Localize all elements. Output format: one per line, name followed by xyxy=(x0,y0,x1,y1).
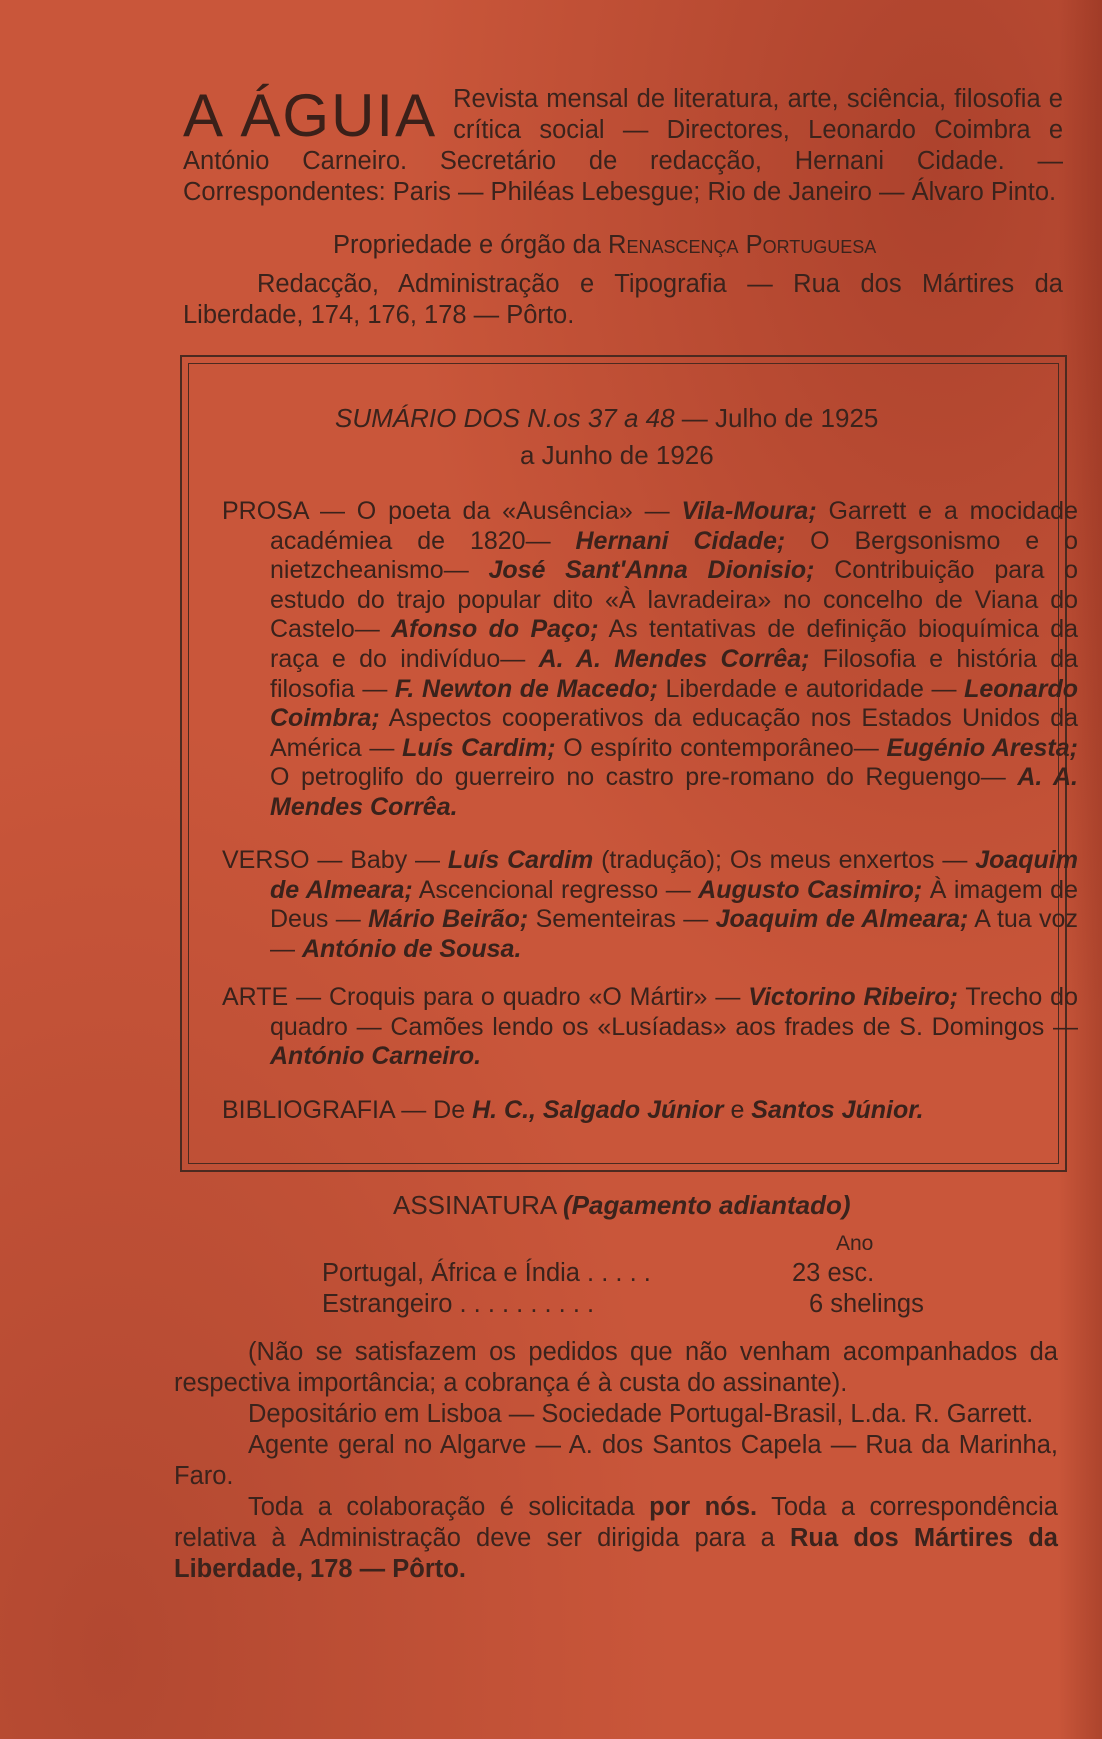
author-name: António de Sousa. xyxy=(301,934,522,963)
section-arte xyxy=(222,983,1078,1072)
author-name: Mário Beirão; xyxy=(368,905,529,934)
price-region: Portugal, África e Índia . . . . . xyxy=(322,1259,651,1287)
work-title: PROSA — O poeta da «Ausência» — xyxy=(222,497,682,525)
subscription-heading xyxy=(393,1189,851,1221)
work-title: BIBLIOGRAFIA — De xyxy=(222,1096,473,1124)
price-value: 6 shelings xyxy=(809,1290,924,1318)
note-correspondence xyxy=(174,1492,1058,1585)
author-name: Joaquim de Almeara; xyxy=(715,905,969,934)
note-collab-emphasis: por nós. xyxy=(649,1493,758,1521)
price-value: 23 esc. xyxy=(792,1259,875,1287)
subscription-title: ASSINATURA xyxy=(393,1190,564,1220)
section-verso xyxy=(222,846,1078,964)
work-title: VERSO — Baby — xyxy=(222,846,448,874)
work-title: e xyxy=(723,1096,752,1124)
property-line xyxy=(333,229,876,261)
author-name: Augusto Casimiro; xyxy=(698,875,923,904)
magazine-logo: A ÁGUIA xyxy=(183,82,438,149)
work-title: (tradução); Os meus enxertos — xyxy=(593,846,976,874)
work-title: O petroglifo do guerreiro no castro pre-romano do Reguengo— xyxy=(270,763,1018,792)
masthead xyxy=(183,84,1063,208)
author-name: Eugénio Aresta; xyxy=(886,733,1078,762)
summary-title xyxy=(335,401,878,435)
note-payment: (Não se satisfazem os pedidos que não venham acompanhados da respectiva importância; a cobrança é à custa do assinante). xyxy=(174,1338,1058,1397)
work-title: O Bergsonismo e o nietzcheanismo— xyxy=(270,526,1079,585)
note-depositary: Depositário em Lisboa — Sociedade Portugal-Brasil, L.da. R. Garrett. xyxy=(248,1400,1034,1428)
author-name: A. A. Mendes Corrêa; xyxy=(538,644,810,673)
author-name: A. A. Mendes Corrêa. xyxy=(270,763,1078,821)
summary-title-date: — Julho de 1925 xyxy=(674,403,879,433)
summary-subtitle: a Junho de 1926 xyxy=(520,440,714,470)
price-region: Estrangeiro . . . . . . . . . . xyxy=(322,1290,595,1318)
property-name: Renascença Portuguesa xyxy=(608,231,877,259)
section-bibliografia xyxy=(222,1096,1078,1126)
author-name: Vila-Moura; xyxy=(681,497,817,525)
work-title: O espírito contemporâneo— xyxy=(555,733,887,762)
work-title: Aspectos cooperativos da educação nos Estados Unidos da América — xyxy=(270,704,1078,762)
author-name: Joaquim de Almeara; xyxy=(270,846,1078,904)
author-name: Santos Júnior. xyxy=(751,1096,924,1124)
work-title: Trecho do quadro — Camões lendo os «Lusíadas» aos frades de S. Domingos — xyxy=(270,983,1078,1041)
note-collab: Toda a colaboração é solicitada xyxy=(248,1493,650,1521)
author-name: Hernani Cidade; xyxy=(575,526,786,555)
work-title: A tua voz— xyxy=(270,905,1078,963)
author-name: Victorino Ribeiro; xyxy=(748,983,958,1011)
author-name: H. C., Salgado Júnior xyxy=(472,1096,724,1124)
subscription-note: (Pagamento adiantado) xyxy=(563,1190,851,1220)
address-line: Redacção, Administração e Tipografia — Rua dos Mártires da Liberdade, 174, 176, 178 — Pôrto. xyxy=(183,270,1063,329)
work-title: Contribuição para o estudo do trajo popular dito «À lavradeira» no concelho de Viana do Castelo— xyxy=(270,556,1079,644)
note-admin: Toda a correspondência relativa à Administração deve ser dirigida para a xyxy=(174,1493,1058,1552)
work-title: Liberdade e autoridade — xyxy=(657,674,965,703)
work-title: Ascencional regresso — xyxy=(412,875,699,904)
author-name: F. Newton de Macedo; xyxy=(394,674,658,703)
subscription-period: Ano xyxy=(836,1232,874,1255)
author-name: Afonso do Paço; xyxy=(391,615,599,644)
work-title: As tentativas de definição bioquímica da raça e do indivíduo— xyxy=(270,615,1079,673)
author-name: António Carneiro. xyxy=(270,1042,482,1071)
work-title: Filosofia e história da filosofia — xyxy=(270,644,1079,703)
work-title: Sementeiras — xyxy=(528,905,716,934)
author-name: Luís Cardim; xyxy=(402,733,556,762)
note-agent: Agente geral no Algarve — A. dos Santos Capela — Rua da Marinha, Faro. xyxy=(174,1431,1058,1490)
note-address-emphasis: Rua dos Mártires da Liberdade, 178 — Pôrto. xyxy=(174,1524,1058,1583)
author-name: Luís Cardim xyxy=(447,846,594,874)
work-title: ARTE — Croquis para o quadro «O Mártir» — xyxy=(222,983,749,1011)
work-title: Garrett e a mocidade académiea de 1820— xyxy=(270,497,1078,555)
author-name: José Sant'Anna Dionisio; xyxy=(488,556,815,585)
masthead-intro: Revista mensal de literatura, arte, sciência, filosofia e crítica social — Directores, Leonardo Coimbra e António Carneiro. Secretário de redacção, Hernani Cidade. — Correspondentes: Paris — Philéas Lebesgue; Rio de Janeiro — Álvaro Pinto. xyxy=(183,85,1063,206)
summary-title-numbers: SUMÁRIO DOS N.os 37 a 48 xyxy=(335,403,675,433)
property-prefix: Propriedade e órgão da xyxy=(333,231,609,259)
notes xyxy=(174,1337,1058,1585)
section-prosa xyxy=(222,497,1078,823)
work-title: À imagem de Deus — xyxy=(270,875,1078,934)
author-name: Leonardo Coimbra; xyxy=(270,674,1078,733)
